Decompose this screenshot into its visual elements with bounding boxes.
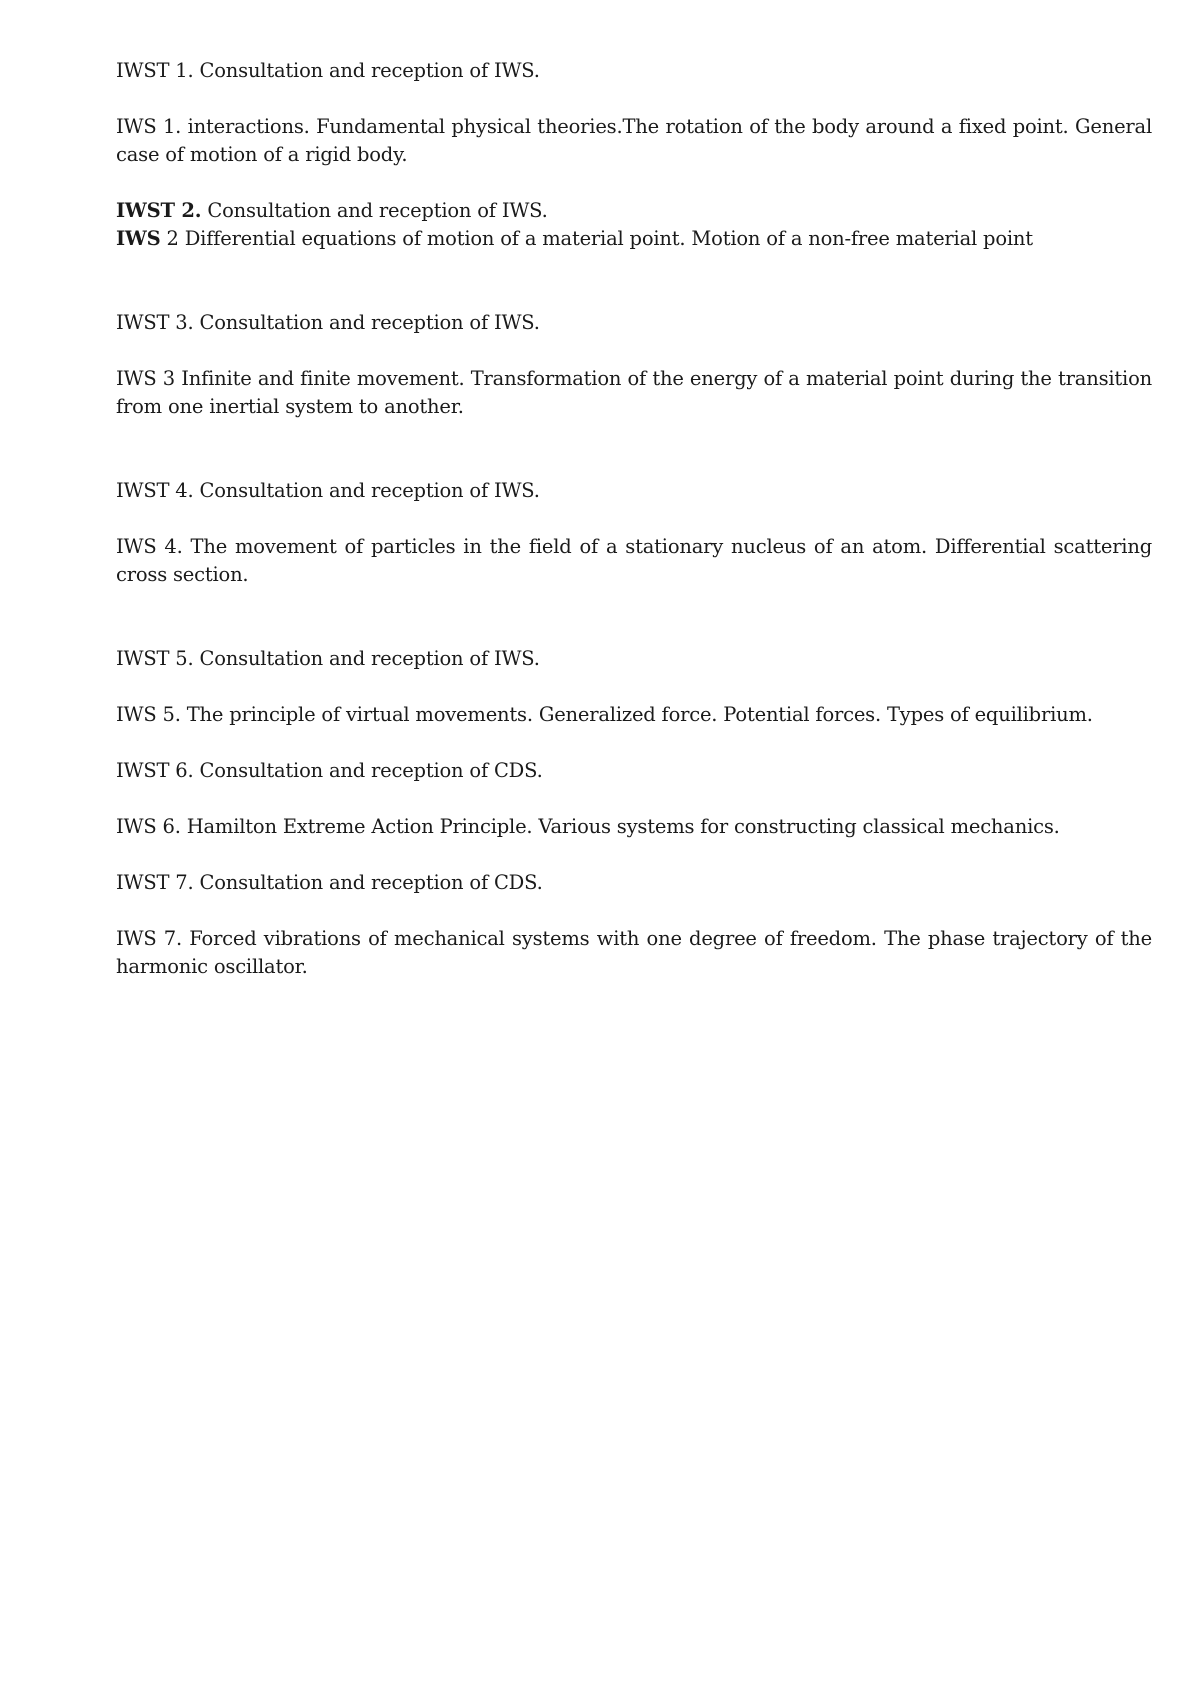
iwst-4-paragraph: IWST 4. Consultation and reception of IWS. (116, 479, 540, 502)
iws-6-paragraph: IWS 6. Hamilton Extreme Action Principle. Various systems for constructing classical mechanics. (116, 815, 1060, 838)
iws-2-text: 2 Differential equations of motion of a material point. Motion of a non-free material point (160, 227, 1033, 250)
iwst-7-paragraph: IWST 7. Consultation and reception of CDS. (116, 871, 543, 894)
iwst-1-paragraph: IWST 1. Consultation and reception of IWS. (116, 59, 540, 82)
iws-4-paragraph: IWS 4. The movement of particles in the field of a stationary nucleus of an atom. Differential scattering cross section. (116, 535, 1152, 586)
iws-3-paragraph: IWS 3 Infinite and finite movement. Transformation of the energy of a material point during the transition from one inertial system to another. (116, 367, 1152, 418)
iwst-5-paragraph: IWST 5. Consultation and reception of IWS. (116, 647, 540, 670)
iwst-6-paragraph: IWST 6. Consultation and reception of CDS. (116, 759, 543, 782)
iws-5-paragraph: IWS 5. The principle of virtual movements. Generalized force. Potential forces. Types of equilibrium. (116, 703, 1093, 726)
iws-7-paragraph: IWS 7. Forced vibrations of mechanical systems with one degree of freedom. The phase trajectory of the harmonic oscillator. (116, 927, 1152, 978)
iws-1-paragraph: IWS 1. interactions. Fundamental physical theories.The rotation of the body around a fixed point. General case of motion of a rigid body. (116, 115, 1152, 166)
iws-2-paragraph (116, 225, 1152, 253)
iwst-2-text: Consultation and reception of IWS. (201, 199, 548, 222)
iwst-3-paragraph: IWST 3. Consultation and reception of IWS. (116, 311, 540, 334)
document-page (116, 57, 1152, 981)
iwst-2-paragraph (116, 197, 1152, 225)
iwst-2-label: IWST 2. (116, 199, 202, 222)
iws-2-label: IWS (116, 227, 161, 250)
